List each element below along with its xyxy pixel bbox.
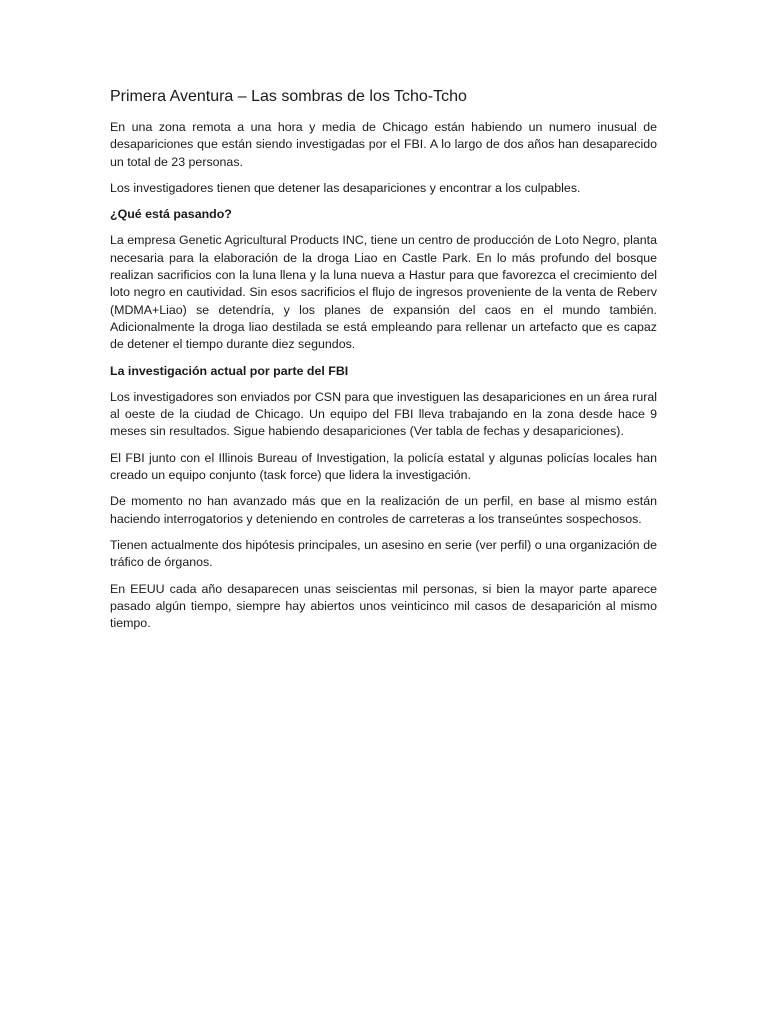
- section-heading-fbi-investigation: La investigación actual por parte del FBI: [110, 363, 349, 378]
- objective-paragraph: Los investigadores tienen que detener las desapariciones y encontrar a los culpables.: [110, 180, 581, 195]
- statistics-paragraph: En EEUU cada año desaparecen unas seiscientas mil personas, si bien la mayor parte aparece pasado algún tiempo, siempre hay abiertos unos veinticinco mil casos de desaparición al mismo tiempo.: [110, 581, 657, 631]
- document-page: [110, 86, 657, 641]
- profile-paragraph: De momento no han avanzado más que en la realización de un perfil, en base al mismo están haciendo interrogatorios y deteniendo en controles de carreteras a los transeúntes sospechosos.: [110, 494, 657, 526]
- intro-paragraph: En una zona remota a una hora y media de Chicago están habiendo un numero inusual de desapariciones que están siendo investigadas por el FBI. A lo largo de dos años han desaparecido un total de 23 personas.: [110, 120, 657, 169]
- section-heading-what-happening: ¿Qué está pasando?: [110, 207, 232, 222]
- investigation-paragraph: Los investigadores son enviados por CSN para que investiguen las desapariciones en un área rural al oeste de la ciudad de Chicago. Un equipo del FBI lleva trabajando en la zona desde hace 9 meses sin resultados. Sigue habiendo desapariciones (Ver tabla de fechas y desapariciones).: [110, 389, 657, 439]
- task-force-paragraph: El FBI junto con el Illinois Bureau of Investigation, la policía estatal y algunas policías locales han creado un equipo conjunto (task force) que lidera la investigación.: [110, 450, 657, 483]
- document-title: Primera Aventura – Las sombras de los Tcho-Tcho: [110, 88, 467, 105]
- hypotheses-paragraph: Tienen actualmente dos hipótesis principales, un asesino en serie (ver perfil) o una organización de tráfico de órganos.: [110, 537, 657, 570]
- background-paragraph: La empresa Genetic Agricultural Products INC, tiene un centro de producción de Loto Negro, planta necesaria para la elaboración de la droga Liao en Castle Park. En lo más profundo del bosque realizan sacrificios con la luna llena y la luna nueva a Hastur para que favorezca el crecimiento del loto negro en cautividad. Sin esos sacrificios el flujo de ingresos proveniente de la venta de Reberv (MDMA+Liao) se detendría, y los planes de expansión del caos en el mundo también. Adicionalmente la droga liao destilada se está empleando para rellenar un artefacto que es capaz de detener el tiempo durante diez segundos.: [110, 233, 657, 352]
